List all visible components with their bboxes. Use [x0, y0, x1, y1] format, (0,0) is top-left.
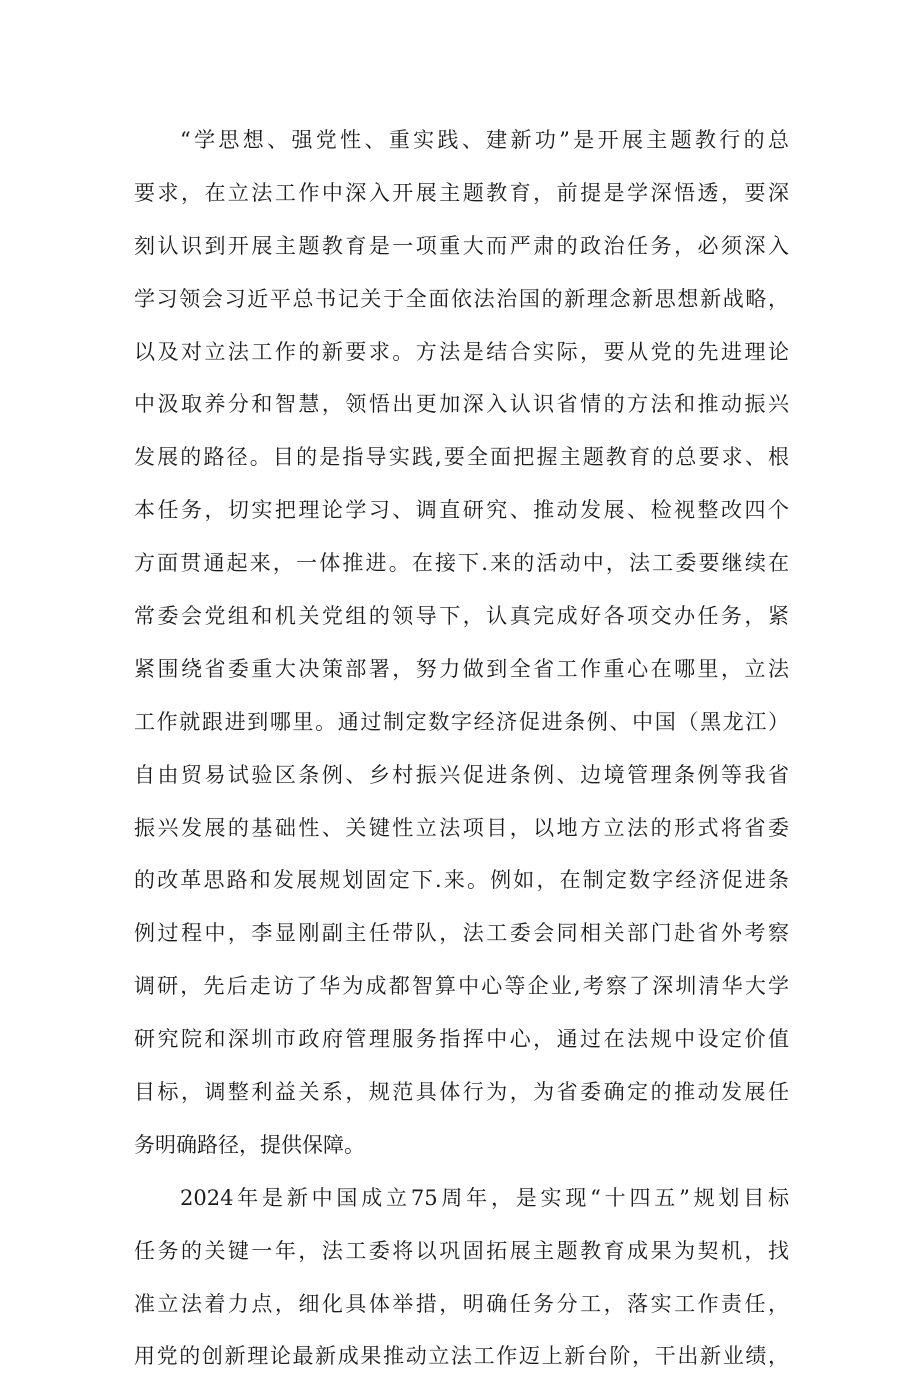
- paragraph-1-line-13: 自由贸易试验区条例、乡村振兴促进条例、边境管理条例等我省: [134, 762, 789, 787]
- paragraph-2-line-2: 任务的关键一年，法工委将以巩固拓展主题教育成果为契机，找: [134, 1238, 789, 1263]
- paragraph-1-line-16: 例过程中，李显刚副主任带队，法工委会同相关部门赴省外考察: [134, 921, 789, 946]
- paragraph-1-line-20: 务明确路径，提供保障。: [134, 1132, 365, 1157]
- paragraph-1-line-6: 中汲取养分和智慧，领悟出更加深入认识省情的方法和推动振兴: [134, 392, 789, 417]
- paragraph-1-line-2: 要求，在立法工作中深入开展主题教育，前提是学深悟透，要深: [134, 180, 789, 205]
- paragraph-1-line-9: 方面贯通起来，一体推进。在接下.来的活动中，法工委要继续在: [134, 551, 789, 576]
- paragraph-2-line-1: 2024年是新中国成立75周年，是实现“十四五”规划目标: [180, 1185, 789, 1210]
- paragraph-1-line-1: “学思想、强党性、重实践、建新功”是开展主题教行的总: [180, 128, 789, 152]
- paragraph-1-line-4: 学习领会习近平总书记关于全面依法治国的新理念新思想新战略，: [134, 286, 789, 311]
- paragraph-1-line-11: 紧围绕省委重大决策部署，努力做到全省工作重心在哪里，立法: [134, 656, 789, 681]
- paragraph-1-line-7: 发展的路径。目的是指导实践,要全面把握主题教育的总要求、根: [134, 445, 789, 470]
- paragraph-1-line-19: 目标，调整利益关系，规范具体行为，为省委确定的推动发展任: [134, 1080, 789, 1105]
- paragraph-2-line-4: 用党的创新理论最新成果推动立法工作迈上新台阶，干出新业绩，: [134, 1344, 789, 1369]
- paragraph-1-line-18: 研究院和深圳市政府管理服务指挥中心，通过在法规中设定价值: [134, 1027, 789, 1052]
- paragraph-1-line-10: 常委会党组和机关党组的领导下，认真完成好各项交办任务，紧: [134, 604, 789, 629]
- paragraph-2-line-3: 准立法着力点，细化具体举措，明确任务分工，落实工作责任，: [134, 1291, 789, 1316]
- paragraph-1-line-14: 振兴发展的基础性、关键性立法项目，以地方立法的形式将省委: [134, 815, 789, 840]
- paragraph-1-line-5: 以及对立法工作的新要求。方法是结合实际，要从党的先进理论: [134, 339, 789, 364]
- paragraph-1-line-15: 的改革思路和发展规划固定下.来。例如，在制定数字经济促进条: [134, 868, 789, 893]
- paragraph-1-line-17: 调研，先后走访了华为成都智算中心等企业,考察了深圳清华大学: [134, 974, 789, 999]
- paragraph-1-line-3: 刻认识到开展主题教育是一项重大而严肃的政治任务，必须深入: [134, 233, 789, 258]
- paragraph-1-line-8: 本任务，切实把理论学习、调直研究、推动发展、检视整改四个: [134, 498, 789, 523]
- document-body: [134, 114, 789, 1383]
- paragraph-1-line-12: 工作就跟进到哪里。通过制定数字经济促进条例、中国（黑龙江）: [134, 709, 789, 734]
